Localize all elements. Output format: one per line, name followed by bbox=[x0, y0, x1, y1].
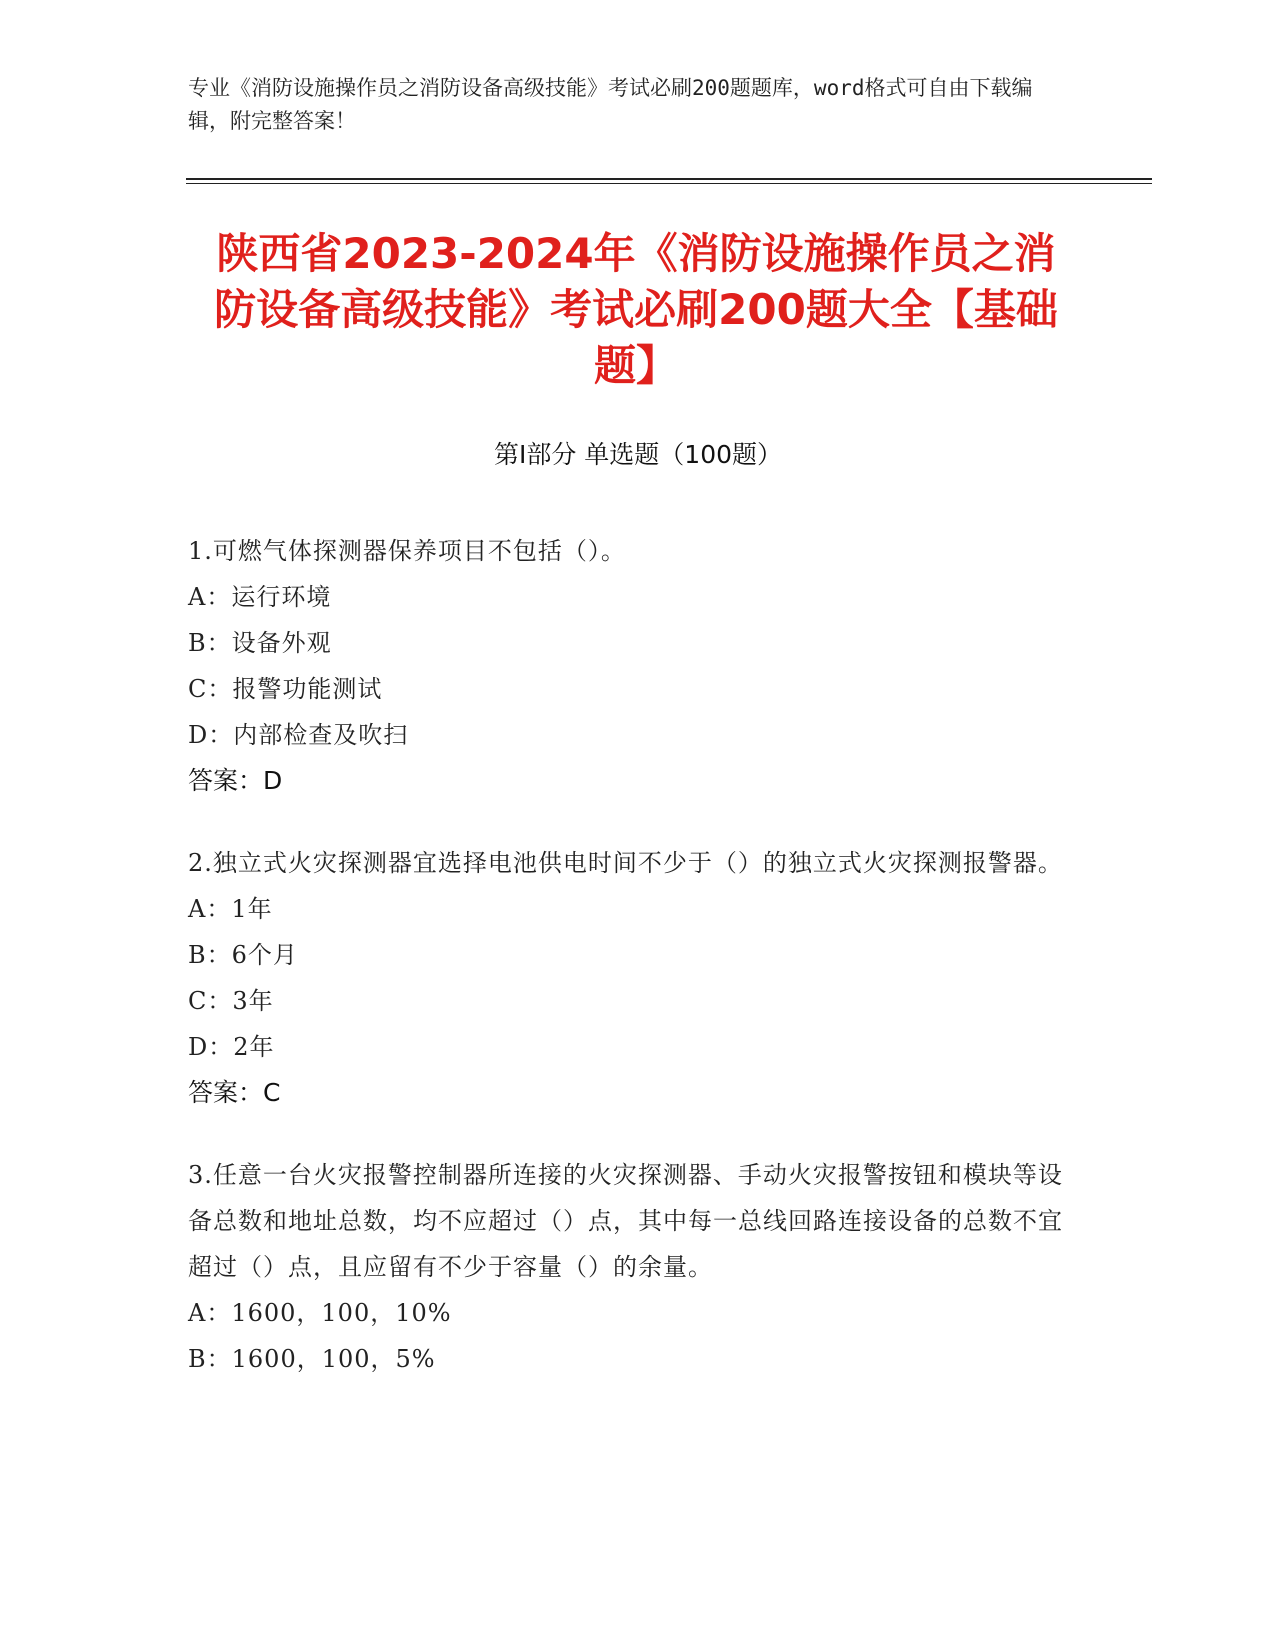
answer: 答案：C bbox=[188, 1078, 281, 1107]
option-b: B：1600，100，5% bbox=[188, 1345, 436, 1373]
option-b: B：设备外观 bbox=[188, 629, 332, 657]
option-c: C：报警功能测试 bbox=[188, 675, 383, 703]
option-c: C：3年 bbox=[188, 987, 274, 1015]
header-rule-thick bbox=[186, 178, 1152, 180]
header-note: 专业《消防设施操作员之消防设备高级技能》考试必刷200题题库，word格式可自由下载编辑，附完整答案！ bbox=[188, 76, 1033, 133]
question-stem: 1.可燃气体探测器保养项目不包括（）。 bbox=[188, 537, 626, 565]
question-3 bbox=[188, 1152, 1068, 1382]
option-b: B：6个月 bbox=[188, 941, 298, 969]
question-list bbox=[188, 528, 1068, 1418]
question-stem: 2.独立式火灾探测器宜选择电池供电时间不少于（）的独立式火灾探测报警器。 bbox=[188, 849, 1063, 877]
option-d: D：2年 bbox=[188, 1033, 275, 1061]
question-1 bbox=[188, 528, 1068, 804]
question-2 bbox=[188, 840, 1068, 1116]
option-a: A：1年 bbox=[188, 895, 273, 923]
header-rule-thin bbox=[186, 183, 1152, 184]
answer: 答案：D bbox=[188, 766, 283, 795]
question-stem: 3.任意一台火灾报警控制器所连接的火灾探测器、手动火灾报警按钮和模块等设备总数和地址总数，均不应超过（）点，其中每一总线回路连接设备的总数不宜超过（）点，且应留有不少于容量（）的余量。 bbox=[188, 1161, 1063, 1281]
option-a: A：1600，100，10% bbox=[188, 1299, 452, 1327]
option-a: A：运行环境 bbox=[188, 583, 332, 611]
section-title: 第I部分 单选题（100题） bbox=[493, 440, 783, 469]
document-title: 陕西省2023-2024年《消防设施操作员之消防设备高级技能》考试必刷200题大全【基础题】 bbox=[214, 229, 1058, 390]
option-d: D：内部检查及吹扫 bbox=[188, 721, 409, 749]
